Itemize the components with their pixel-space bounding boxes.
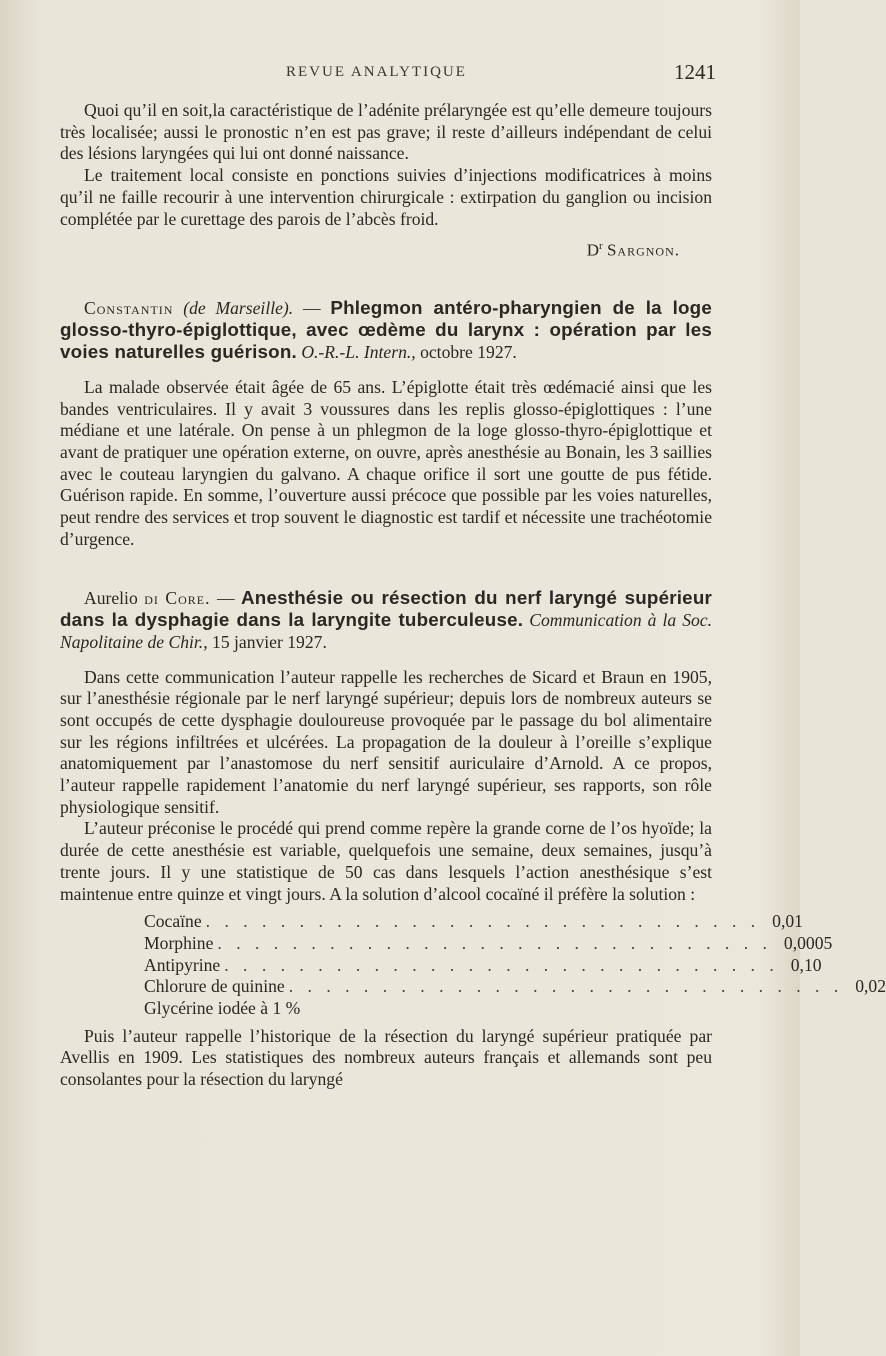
article3-dash: — [210,587,242,608]
page-header [60,62,722,88]
recipe-leader-dots: . . . . . . . . . . . . . . . . . . . . . . . . . . . . . . [217,932,772,953]
article2-dash: — [293,297,331,318]
recipe-list [144,911,886,1019]
recipe-leader-dots: . . . . . . . . . . . . . . . . . . . . . . . . . . . . . . [288,976,844,997]
spacer [60,363,712,377]
recipe-row [144,954,822,977]
signature-sup: r [599,240,603,253]
article2-source: O.-R.-L. Intern., [301,341,416,362]
article3-author-first: Aurelio [84,587,138,608]
article2-author: Constantin [84,297,174,318]
recipe-amount: 0,01 [772,911,803,932]
article2-body: La malade observée était âgée de 65 ans. L’épiglotte était très œdémacié ainsi que les bandes ventriculaires. Il y avait 3 voussures dans les replis glosso-épiglottiques : l’une médiane et une latérale. On pense à un phlegmon de la loge glosso-thyro-épiglottique et avant de pratiquer une opération externe, on ouvre, après anesthésie au Bonain, les 3 saillies avec le couteau laryngien du galvano. A chaque orifice il sort une goutte de pus fétide. Guérison rapide. En somme, l’ouverture aussi précoce que possible par les voies naturelles, peut rendre des services et trop souvent le diagnostic est tardif et nécessite une trachéotomie d’urgence. [60,376,712,549]
recipe-amount: 0,02 [855,976,886,997]
article3-title: Anesthésie ou résection du nerf laryngé supérieur dans la dysphagie dans la laryngite tuberculeuse. [60,586,713,630]
recipe-amount: 0,10 [790,954,822,975]
article1-signature [60,236,680,261]
spacer [60,653,712,667]
article3-author-last: Core. [165,587,211,608]
article3-source: Communication à la Soc. Napolitaine de Chir., [60,609,712,652]
recipe-ingredient: Antipyrine [144,954,221,975]
recipe-ingredient: Chlorure de quinine [144,976,285,997]
recipe-row [144,976,886,998]
article3-paragraph-2: L’auteur préconise le procédé qui prend comme repère la grande corne de l’os hyoïde; la durée de cette anesthésie est variable, quelquefois une semaine, deux semaines, jusqu’à trente jours. Il y une statistique de 50 cas dans lesquels l’action anesthésique s’est maintenue entre quinze et vingt jours. A la solution d’alcool cocaïné il préfère la solution : [60,818,712,904]
running-head: REVUE ANALYTIQUE [286,64,467,80]
recipe-row [144,998,644,1020]
page-content [60,100,886,1091]
page-number: 1241 [674,60,716,84]
recipe-ingredient: Cocaïne [144,911,202,932]
recipe-row [144,911,803,933]
recipe-ingredient: Glycérine iodée à 1 % [144,997,301,1018]
article3-author-particle: di [144,587,159,608]
recipe-ingredient: Morphine [144,932,214,953]
article2-author-place: (de Marseille). [183,297,294,318]
article3-heading [60,587,712,653]
recipe-row [144,932,833,955]
article2-date: octobre 1927. [420,341,517,362]
article3-paragraph-1: Dans cette communication l’auteur rappelle les recherches de Sicard et Braun en 1905, sur l’anesthésie régionale par le nerf laryngé supérieur; depuis lors de nombreux auteurs se sont occupés de cette dysphagie douloureuse provoquée par le passage du bol alimentaire sur les régions infiltrées et ulcérées. La propagation de la douleur à l’oreille s’explique anatomiquement par l’anastomose du nerf sensitif auriculaire d’Arnold. A ce propos, l’auteur rappelle rapidement l’anatomie du nerf laryngé supérieur, ses rapports, son rôle physiologique sensitif. [60,666,712,817]
recipe-amount: 0,0005 [783,932,833,953]
recipe-leader-dots: . . . . . . . . . . . . . . . . . . . . . . . . . . . . . . [224,954,779,975]
article1-paragraph-1: Quoi qu’il en soit,la caractéristique de l’adénite prélaryngée est qu’elle demeure toujours très localisée; aussi le pronostic n’en est pas grave; il reste d’ailleurs indépendant de celui des lésions laryngées qui lui ont donné naissance. [60,100,712,164]
article3-paragraph-3: Puis l’auteur rappelle l’historique de la résection du laryngé supérieur pratiquée par Avellis en 1909. Les statistiques des nombreux auteurs français et allemands sont peu consolantes pour la résection du laryngé [60,1025,712,1090]
signature-name: Sargnon. [606,240,680,260]
recipe-leader-dots: . . . . . . . . . . . . . . . . . . . . . . . . . . . . . . [205,911,761,932]
article2-heading [60,297,712,363]
signature-prefix: D [586,240,600,260]
article2-title: Phlegmon antéro-pharyngien de la loge glosso-thyro-épiglottique, avec œdème du larynx : opération par les voies naturelles guérison. [60,296,712,362]
article1-paragraph-2: Le traitement local consiste en ponctions suivies d’injections modificatrices à moins qu’il ne faille recourir à une intervention chirurgicale : extirpation du ganglion ou incision complétée par le curettage des parois de l’abcès froid. [60,165,712,229]
article3-date: 15 janvier 1927. [212,631,327,652]
